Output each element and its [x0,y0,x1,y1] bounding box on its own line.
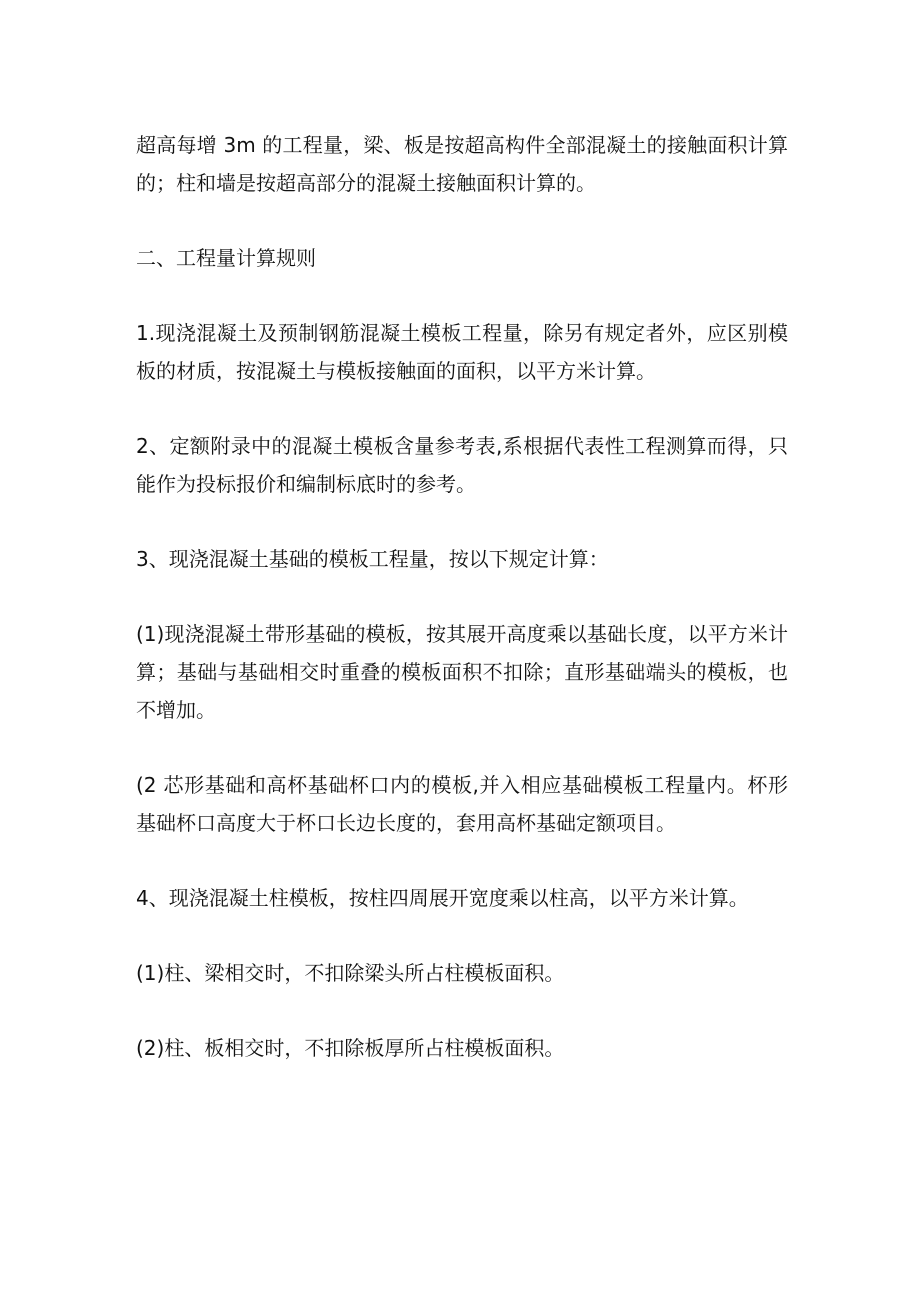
paragraph-rule-3-2: (2 芯形基础和高杯基础杯口内的模板,并入相应基础模板工程量内。杯形基础杯口高度大于杯口长边长度的，套用高杯基础定额项目。 [136,773,788,835]
paragraph-rule-1: 1.现浇混凝土及预制钢筋混凝土模板工程量，除另有规定者外，应区别模板的材质，按混凝土与模板接触面的面积，以平方米计算。 [136,321,788,383]
paragraph-continuation: 超高每增 3m 的工程量，梁、板是按超高构件全部混凝土的接触面积计算的；柱和墙是按超高部分的混凝土接触面积计算的。 [136,133,788,195]
paragraph-rule-2: 2、定额附录中的混凝土模板含量参考表,系根据代表性工程测算而得，只能作为投标报价和编制标底时的参考。 [136,434,788,496]
paragraph-rule-3: 3、现浇混凝土基础的模板工程量，按以下规定计算： [136,547,609,571]
section-heading: 二、工程量计算规则 [136,246,316,270]
document-body [136,126,788,1104]
paragraph-rule-3-1: (1)现浇混凝土带形基础的模板，按其展开高度乘以基础长度，以平方米计算；基础与基础相交时重叠的模板面积不扣除；直形基础端头的模板，也不增加。 [136,622,788,722]
paragraph-rule-4: 4、现浇混凝土柱模板，按柱四周展开宽度乘以柱高，以平方米计算。 [136,886,749,910]
paragraph-rule-4-2: (2)柱、板相交时，不扣除板厚所占柱模板面积。 [136,1036,565,1060]
paragraph-rule-4-1: (1)柱、梁相交时，不扣除梁头所占柱模板面积。 [136,961,565,985]
